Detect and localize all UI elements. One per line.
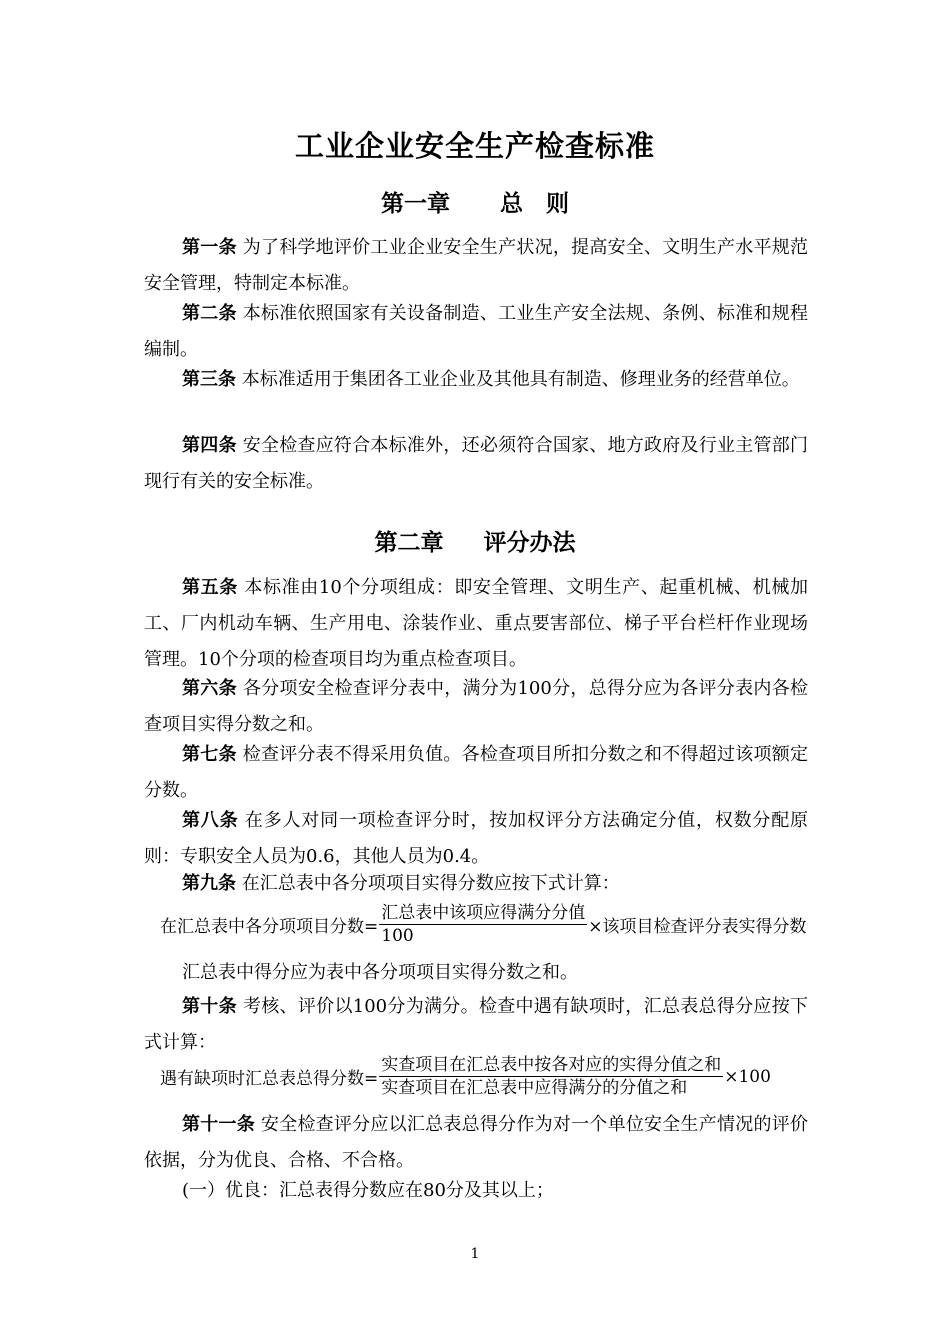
- formula-total-score: [160, 1055, 771, 1098]
- chapter-2-heading: [0, 524, 950, 557]
- article-5: [144, 570, 808, 678]
- article-8-text: 在多人对同一项检查评分时，按加权评分方法确定分值，权数分配原则：专职安全人员为0.6，其他人员为0.4。: [144, 810, 809, 867]
- article-3-text: 本标准适用于集团各工业企业及其他具有制造、修理业务的经营单位。: [241, 369, 800, 390]
- article-8-label: 第八条: [182, 810, 239, 831]
- chapter-1-name: 总 则: [500, 190, 569, 217]
- article-10: [144, 989, 808, 1061]
- article-5-text: 本标准由10个分项组成：即安全管理、文明生产、起重机械、机械加工、厂内机动车辆、生产用电、涂装作业、重点要害部位、梯子平台栏杆作业现场管理。10个分项的检查项目均为重点检查项目。: [144, 577, 808, 670]
- formula-1-lhs: 在汇总表中各分项项目分数=: [160, 917, 379, 937]
- document-title: 工业企业安全生产检查标准: [294, 129, 655, 163]
- article-4-text: 安全检查应符合本标准外，还必须符合国家、地方政府及行业主管部门现行有关的安全标准。: [144, 435, 808, 492]
- article-9: [144, 866, 808, 902]
- article-11-text: 安全检查评分应以汇总表总得分作为对一个单位安全生产情况的评价依据，分为优良、合格、不合格。: [144, 1114, 808, 1171]
- article-6-label: 第六条: [182, 678, 237, 699]
- article-6: [144, 671, 808, 743]
- chapter-1-label: 第一章: [381, 190, 450, 217]
- page-number: 1: [470, 1246, 480, 1262]
- article-9-text: 在汇总表中各分项项目实得分数应按下式计算：: [241, 873, 620, 894]
- article-7-label: 第七条: [182, 744, 237, 765]
- article-3: [144, 362, 808, 398]
- formula-1-denominator: 100: [381, 926, 414, 946]
- chapter-2-name: 评分办法: [483, 529, 576, 556]
- formula-item-score: [160, 903, 807, 946]
- article-5-label: 第五条: [182, 577, 238, 598]
- article-2: [144, 296, 808, 368]
- article-4: [144, 428, 808, 500]
- chapter-1-heading: [0, 185, 950, 218]
- article-6-text: 各分项安全检查评分表中，满分为100分，总得分应为各评分表内各检查项目实得分数之和。: [144, 678, 808, 735]
- formula-2-fraction: [379, 1055, 723, 1098]
- article-1-label: 第一条: [182, 237, 237, 258]
- article-2-label: 第二条: [182, 303, 237, 324]
- article-3-label: 第三条: [182, 369, 236, 390]
- article-1: [144, 230, 808, 302]
- formula-2-rhs: ×100: [724, 1066, 771, 1087]
- article-7-text: 检查评分表不得采用负值。各检查项目所扣分数之和不得超过该项额定分数。: [144, 744, 808, 801]
- article-9-label: 第九条: [182, 873, 236, 894]
- article-11-item-1: (一）优良：汇总表得分数应在80分及其以上；: [182, 1180, 554, 1201]
- article-1-text: 为了科学地评价工业企业安全生产状况，提高安全、文明生产水平规范安全管理，特制定本标准。: [144, 237, 808, 294]
- article-9-note: 汇总表中得分应为表中各分项项目实得分数之和。: [182, 962, 578, 983]
- article-8: [144, 803, 808, 875]
- formula-2-lhs: 遇有缺项时汇总表总得分数=: [160, 1069, 379, 1089]
- article-10-label: 第十条: [182, 996, 237, 1017]
- article-10-text: 考核、评价以100分为满分。检查中遇有缺项时，汇总表总得分应按下式计算：: [144, 996, 808, 1053]
- article-11-label: 第十一条: [182, 1114, 255, 1135]
- article-11: [144, 1107, 808, 1179]
- article-7: [144, 737, 808, 809]
- formula-1-rhs: ×该项目检查评分表实得分数: [588, 917, 807, 937]
- chapter-2-label: 第二章: [374, 529, 444, 556]
- formula-2-numerator: 实查项目在汇总表中按各对应的实得分值之和: [381, 1055, 722, 1075]
- formula-1-numerator: 汇总表中该项应得满分分值: [381, 903, 586, 923]
- article-2-text: 本标准依照国家有关设备制造、工业生产安全法规、条例、标准和规程编制。: [144, 303, 808, 360]
- article-4-label: 第四条: [182, 435, 237, 456]
- formula-2-denominator: 实查项目在汇总表中应得满分的分值之和: [381, 1078, 688, 1098]
- formula-1-fraction: [379, 903, 587, 946]
